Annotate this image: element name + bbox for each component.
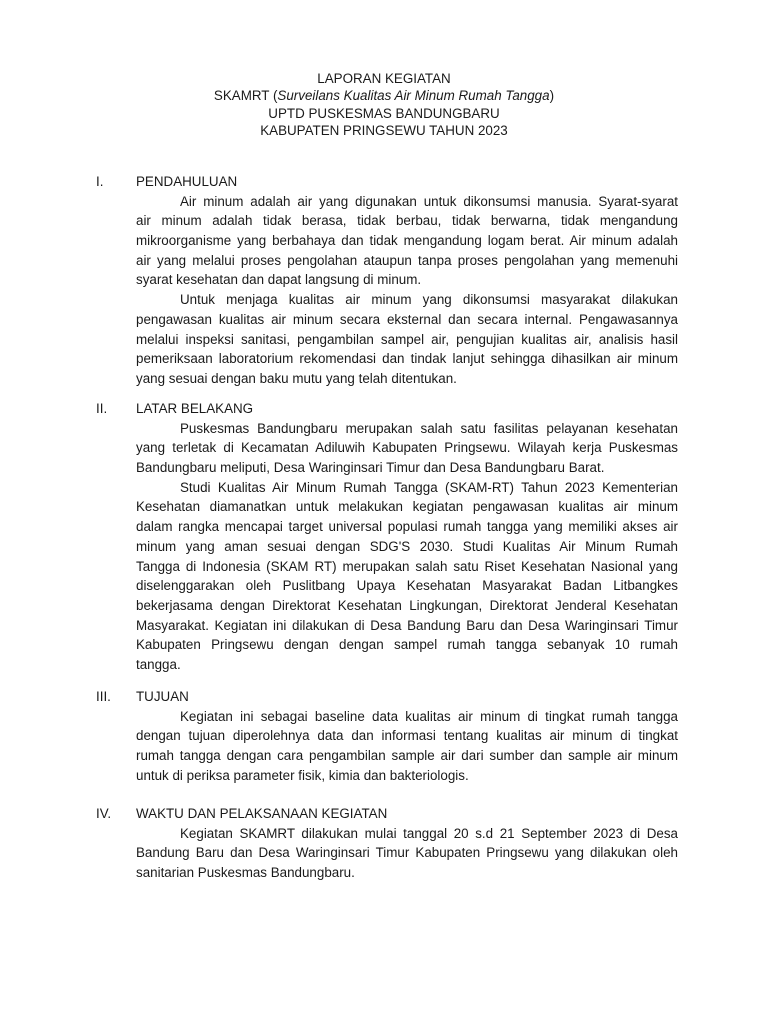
body-line: Bandungbaru meliputi, Desa Waringinsari Timur dan Desa Bandungbaru Barat. xyxy=(136,460,605,476)
body-line: tangga. xyxy=(136,656,181,672)
section-title: WAKTU DAN PELAKSANAAN KEGIATAN xyxy=(136,806,388,821)
body-line: syarat kesehatan dan dapat langsung di minum. xyxy=(136,272,422,288)
report-header xyxy=(0,70,768,139)
body-line: Masyarakat. Kegiatan ini dilakukan di Desa Bandung Baru dan Desa Waringinsari Timur xyxy=(136,617,678,633)
body-line: rumah tangga dengan cara pengambilan sample air dari sumber dan sample air minum xyxy=(136,748,678,764)
body-line: bekerjasama dengan Direktorat Kesehatan Lingkungan, Direktorat Jenderal Kesehatan xyxy=(136,597,678,613)
body-line: mikroorganisme yang berbahaya dan tidak mengandung logam berat. Air minum adalah xyxy=(136,233,678,249)
body-line: dalam rangka mencapai target universal populasi rumah tangga yang memiliki akses air xyxy=(136,519,678,535)
body-line: air minum adalah tidak berasa, tidak berbau, tidak berwarna, tidak mengandung xyxy=(136,213,678,229)
body-line: Kegiatan SKAMRT dilakukan mulai tanggal 20 s.d 21 September 2023 di Desa xyxy=(180,825,678,841)
body-line: Kegiatan ini sebagai baseline data kualitas air minum di tingkat rumah tangga xyxy=(180,708,678,724)
report-title: LAPORAN KEGIATAN xyxy=(317,71,451,86)
body-line: Bandung Baru dan Desa Waringinsari Timur Kabupaten Pringsewu yang dilakukan oleh xyxy=(136,845,678,861)
body-line: Kesehatan diamanatkan untuk melakukan kegiatan pengawasan kualitas air minum xyxy=(136,499,678,515)
subtitle-suffix: ) xyxy=(549,88,555,104)
body-line: minum yang aman sesuai dengan SDG'S 2030. Studi Kualitas Air Minum Rumah xyxy=(136,538,678,554)
subtitle-italic: Surveilans Kualitas Air Minum Rumah Tangga xyxy=(277,88,550,104)
section-title: PENDAHULUAN xyxy=(136,174,238,189)
body-line: dengan tujuan diperolehnya data dan informasi tentang kualitas air minum di tingkat xyxy=(136,728,678,744)
body-line: diselenggarakan oleh Puslitbang Upaya Kesehatan Masyarakat Badan Litbangkes xyxy=(136,578,678,594)
body-line: Tangga di Indonesia (SKAM RT) merupakan salah satu Riset Kesehatan Nasional yang xyxy=(136,558,678,574)
body-line: Puskesmas Bandungbaru merupakan salah satu fasilitas pelayanan kesehatan xyxy=(180,420,678,436)
body-line: sanitarian Puskesmas Bandungbaru. xyxy=(136,865,355,881)
section-body xyxy=(136,192,678,389)
body-line: yang terletak di Kecamatan Adiluwih Kabupaten Pringsewu. Wilayah kerja Puskesmas xyxy=(136,440,678,456)
body-line: melalui inspeksi sanitasi, pengambilan sampel air, pengujian kualitas air, analisis hasil xyxy=(136,331,678,347)
body-line: yang sesuai dengan baku mutu yang telah ditentukan. xyxy=(136,370,457,386)
body-line: untuk di periksa parameter fisik, kimia dan bakteriologis. xyxy=(136,767,469,783)
body-line: Studi Kualitas Air Minum Rumah Tangga (SKAM-RT) Tahun 2023 Kementerian xyxy=(180,479,678,495)
body-line: Untuk menjaga kualitas air minum yang dikonsumsi masyarakat dilakukan xyxy=(180,292,678,308)
body-line: pemeriksaan laboratorium rekomendasi dan tindak lanjut sehingga dihasilkan air minum xyxy=(136,351,678,367)
section-number: IV. xyxy=(96,806,112,821)
report-region-year: KABUPATEN PRINGSEWU TAHUN 2023 xyxy=(260,122,508,138)
section-body xyxy=(136,419,678,675)
body-line: Kabupaten Pringsewu dengan dengan sampel rumah tangga sebanyak 10 rumah xyxy=(136,637,678,653)
report-subtitle xyxy=(0,87,768,104)
body-line: Air minum adalah air yang digunakan untuk dikonsumsi manusia. Syarat-syarat xyxy=(180,193,678,209)
section-title: LATAR BELAKANG xyxy=(136,401,254,416)
section-title: TUJUAN xyxy=(136,689,189,704)
section-number: II. xyxy=(96,401,108,416)
section-number: III. xyxy=(96,689,111,704)
subtitle-prefix: SKAMRT ( xyxy=(213,88,278,104)
section-body xyxy=(136,707,678,786)
body-line: pengawasan kualitas air minum secara eksternal dan secara internal. Pengawasannya xyxy=(136,311,678,327)
report-organization: UPTD PUSKESMAS BANDUNGBARU xyxy=(268,105,500,121)
section-body xyxy=(136,824,678,883)
body-line: air yang melalui proses pengolahan ataupun tanpa proses pengolahan yang memenuhi xyxy=(136,252,678,268)
section-number: I. xyxy=(96,174,104,189)
